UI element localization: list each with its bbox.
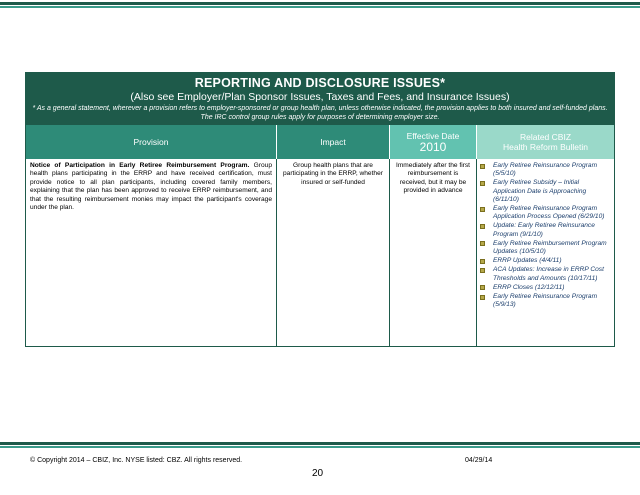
- bottom-bar-dark-stripe: [0, 442, 640, 445]
- list-item: [480, 257, 611, 265]
- related-bulletins-cell: [477, 159, 614, 346]
- list-item: [480, 240, 611, 256]
- impact-header-label: Impact: [320, 137, 346, 147]
- list-item: [480, 222, 611, 238]
- effective-date-text: Immediately after the first reimbursement is received, but it may be provided in advance: [395, 162, 471, 195]
- impact-cell: [277, 159, 390, 346]
- copyright-notice: © Copyright 2014 – CBIZ, Inc. NYSE listed: CBZ. All rights reserved.: [30, 457, 243, 464]
- provision-table: [25, 72, 615, 347]
- column-header-provision: [26, 125, 277, 159]
- bulletin-link[interactable]: Early Retiree Reinsurance Program Application Process Opened (6/29/10): [493, 205, 605, 221]
- list-item: [480, 266, 611, 282]
- top-bar-light-stripe: [0, 6, 640, 8]
- related-header-line2: Health Reform Bulletin: [502, 142, 589, 152]
- page-number: 20: [312, 468, 324, 479]
- list-item: [480, 162, 611, 178]
- square-bullet-icon: [480, 295, 485, 300]
- footer-date: 04/29/14: [465, 457, 493, 464]
- square-bullet-icon: [480, 224, 485, 229]
- bottom-decorative-bar: [0, 442, 640, 450]
- top-bar-dark-stripe: [0, 2, 640, 5]
- list-item: [480, 284, 611, 292]
- table-row: [26, 159, 614, 346]
- bulletin-link[interactable]: ERRP Updates (4/4/11): [493, 257, 562, 265]
- square-bullet-icon: [480, 268, 485, 273]
- list-item: [480, 179, 611, 204]
- bulletin-link[interactable]: ACA Updates: Increase in ERRP Cost Thresholds and Amounts (10/17/11): [493, 266, 604, 282]
- effective-date-cell: [390, 159, 477, 346]
- provision-lead: Notice of Participation in Early Retiree Reimbursement Program.: [30, 162, 250, 169]
- bulletin-link[interactable]: Early Retiree Reimbursement Program Updates (10/5/10): [493, 239, 607, 256]
- column-header-related-bulletin: [477, 125, 614, 159]
- provision-header-label: Provision: [133, 137, 169, 147]
- square-bullet-icon: [480, 259, 485, 264]
- square-bullet-icon: [480, 207, 485, 212]
- section-footnote: * As a general statement, wherever a provision refers to employer-sponsored or group health plan, unless otherwise indicated, the provision applies to both insured and self-funded plans. The IRC control group rules apply for purposes of determining employer size.: [32, 105, 608, 121]
- related-header-line1: Related CBIZ: [519, 132, 572, 142]
- bulletin-link[interactable]: Early Retiree Reinsurance Program (5/5/10): [493, 162, 598, 178]
- bulletin-list: [480, 162, 611, 309]
- bulletin-link[interactable]: Early Retiree Reinsurance Program (5/9/13): [493, 293, 598, 309]
- top-decorative-bar: [0, 0, 640, 9]
- table-header-row: [26, 125, 614, 159]
- effective-year: 2010: [419, 139, 447, 154]
- bulletin-link[interactable]: Update: Early Retiree Reinsurance Program (9/1/10): [493, 222, 595, 238]
- table-title-block: [26, 73, 614, 125]
- section-subtitle: (Also see Employer/Plan Sponsor Issues, Taxes and Fees, and Insurance Issues): [130, 91, 510, 103]
- column-header-effective-date: [390, 125, 477, 159]
- list-item: [480, 205, 611, 221]
- bottom-bar-light-stripe: [0, 446, 640, 448]
- bulletin-link[interactable]: ERRP Closes (12/12/11): [493, 283, 565, 291]
- list-item: [480, 293, 611, 309]
- provision-text: Group health plans participating in the ERRP and have received certification, must provide notice to all plan participants, including covered family members, explaining that the plan has been approved to receive ERRP reimbursement, and that the resulting reimbursement monies may impact the participant's coverage under the plan.: [30, 162, 272, 212]
- square-bullet-icon: [480, 285, 485, 290]
- bulletin-link[interactable]: Early Retiree Subsidy – Initial Application Date is Approaching (6/11/10): [493, 179, 587, 203]
- square-bullet-icon: [480, 241, 485, 246]
- section-title: REPORTING AND DISCLOSURE ISSUES*: [194, 76, 446, 90]
- square-bullet-icon: [480, 181, 485, 186]
- impact-text: Group health plans that are participating in the ERRP, whether insured or self-funded: [283, 162, 383, 186]
- column-header-impact: [277, 125, 390, 159]
- effective-date-label: Effective Date: [406, 130, 460, 141]
- square-bullet-icon: [480, 164, 485, 169]
- provision-cell: [26, 159, 277, 346]
